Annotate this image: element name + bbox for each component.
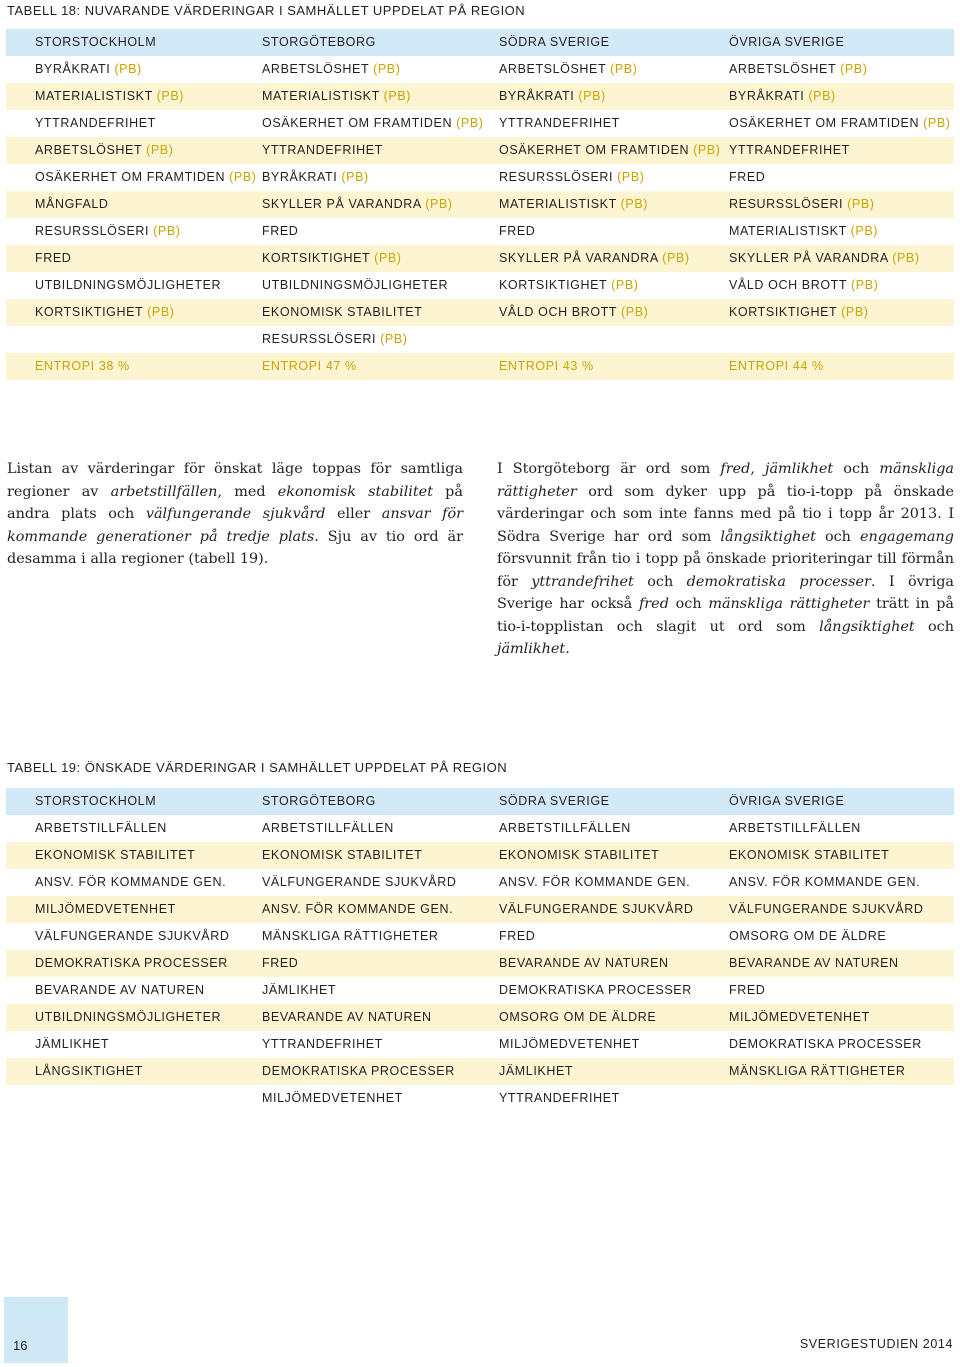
table-row-cell: RESURSSLÖSERI (PB) xyxy=(729,197,875,211)
table-row xyxy=(6,164,954,191)
header-row-cell: STORGÖTEBORG xyxy=(262,35,376,49)
table-row-cell: MILJÖMEDVETENHET xyxy=(262,1091,403,1105)
table-row-cell: MATERIALISTISKT (PB) xyxy=(35,89,185,103)
table-row-cell: VÄLFUNGERANDE SJUKVÅRD xyxy=(729,902,924,916)
table-row-cell: DEMOKRATISKA PROCESSER xyxy=(499,983,692,997)
table-row-cell: BYRÅKRATI (PB) xyxy=(262,170,369,184)
table-row xyxy=(6,272,954,299)
header-row-cell: SÖDRA SVERIGE xyxy=(499,794,610,808)
table-row-cell: ARBETSLÖSHET (PB) xyxy=(729,62,868,76)
header-row xyxy=(6,29,954,56)
table-row xyxy=(6,923,954,950)
table-row-cell: EKONOMISK STABILITET xyxy=(35,848,196,862)
table-row-cell: ANSV. FÖR KOMMANDE GEN. xyxy=(262,902,454,916)
table-row-cell: RESURSSLÖSERI (PB) xyxy=(35,224,181,238)
table-row-cell: UTBILDNINGSMÖJLIGHETER xyxy=(35,1010,222,1024)
table-row-cell: DEMOKRATISKA PROCESSER xyxy=(729,1037,922,1051)
table-row-cell: ARBETSTILLFÄLLEN xyxy=(499,821,631,835)
table-row-cell: ARBETSLÖSHET (PB) xyxy=(35,143,174,157)
table-row-cell: KORTSIKTIGHET (PB) xyxy=(262,251,402,265)
table-row-cell: SKYLLER PÅ VARANDRA (PB) xyxy=(499,251,690,265)
table-row-cell: OSÄKERHET OM FRAMTIDEN (PB) xyxy=(35,170,257,184)
table18-caption: TABELL 18: NUVARANDE VÄRDERINGAR I SAMHÄLLET UPPDELAT PÅ REGION xyxy=(7,3,526,18)
table-row-cell: EKONOMISK STABILITET xyxy=(729,848,890,862)
header-row xyxy=(6,788,954,815)
table-row xyxy=(6,950,954,977)
entropy-row-cell: ENTROPI 44 % xyxy=(729,359,824,373)
table-row-cell: YTTRANDEFRIHET xyxy=(35,116,156,130)
entropy-row-cell: ENTROPI 43 % xyxy=(499,359,594,373)
table-row xyxy=(6,842,954,869)
table-row xyxy=(6,83,954,110)
table-row-cell: SKYLLER PÅ VARANDRA (PB) xyxy=(729,251,920,265)
table-row-cell: YTTRANDEFRIHET xyxy=(262,143,383,157)
table-row-cell: MÅNGFALD xyxy=(35,197,109,211)
table-row-cell: UTBILDNINGSMÖJLIGHETER xyxy=(262,278,449,292)
page-tab xyxy=(4,1297,68,1363)
table-row-cell: RESURSSLÖSERI (PB) xyxy=(499,170,645,184)
table-row-cell: BEVARANDE AV NATUREN xyxy=(499,956,669,970)
table-row-cell: ARBETSTILLFÄLLEN xyxy=(729,821,861,835)
table-row-cell: ANSV. FÖR KOMMANDE GEN. xyxy=(499,875,691,889)
publication-footer: SVERIGESTUDIEN 2014 xyxy=(799,1337,953,1351)
paragraph-right: I Storgöteborg är ord som fred, jämlikhet och mänskliga rättigheter ord som dyker upp på tio-i-topp på önskade värderingar och som inte fanns med på tio i topp år 2013. I Södra Sverige har ord som långsiktighet och engagemang försvunnit från tio i topp på önskade prioriteringar till förmån för yttrandefrihet och demokratiska processer. I övriga Sverige har också fred och mänskliga rättigheter trätt in på tio-i-topplistan och slagit ut ord som långsiktighet och jämlikhet. xyxy=(497,461,955,657)
table19-caption: TABELL 19: ÖNSKADE VÄRDERINGAR I SAMHÄLLET UPPDELAT PÅ REGION xyxy=(7,760,508,775)
table-row-cell: FRED xyxy=(262,224,299,238)
table-row-cell: EKONOMISK STABILITET xyxy=(262,848,423,862)
table-row-cell: YTTRANDEFRIHET xyxy=(729,143,850,157)
table18 xyxy=(6,29,954,380)
table-row-cell: RESURSSLÖSERI (PB) xyxy=(262,332,408,346)
table-row-cell: SKYLLER PÅ VARANDRA (PB) xyxy=(262,197,453,211)
table-row-cell: MÄNSKLIGA RÄTTIGHETER xyxy=(262,929,439,943)
table-row-cell: OSÄKERHET OM FRAMTIDEN (PB) xyxy=(729,116,951,130)
table-row-cell: VÄLFUNGERANDE SJUKVÅRD xyxy=(262,875,457,889)
table-row-cell: OMSORG OM DE ÄLDRE xyxy=(729,929,887,943)
table-row-cell: BYRÅKRATI (PB) xyxy=(35,62,142,76)
table-row-cell: FRED xyxy=(729,983,766,997)
table-row-cell: DEMOKRATISKA PROCESSER xyxy=(262,1064,455,1078)
table-row-cell: DEMOKRATISKA PROCESSER xyxy=(35,956,228,970)
table-row-cell: KORTSIKTIGHET (PB) xyxy=(35,305,175,319)
table-row-cell: MATERIALISTISKT (PB) xyxy=(262,89,412,103)
table-row-cell: LÅNGSIKTIGHET xyxy=(35,1064,143,1078)
table-row-cell: FRED xyxy=(35,251,72,265)
table-row-cell: YTTRANDEFRIHET xyxy=(262,1037,383,1051)
table-row-cell: VÄLFUNGERANDE SJUKVÅRD xyxy=(499,902,694,916)
table-row-cell: MÄNSKLIGA RÄTTIGHETER xyxy=(729,1064,906,1078)
entropy-row-cell: ENTROPI 47 % xyxy=(262,359,357,373)
table-row-cell: ANSV. FÖR KOMMANDE GEN. xyxy=(729,875,921,889)
table-row-cell: FRED xyxy=(499,224,536,238)
table-row-cell: BYRÅKRATI (PB) xyxy=(499,89,606,103)
table-row xyxy=(6,110,954,137)
table-row xyxy=(6,137,954,164)
table-row xyxy=(6,815,954,842)
table-row-cell: OMSORG OM DE ÄLDRE xyxy=(499,1010,657,1024)
table-row-cell: MATERIALISTISKT (PB) xyxy=(729,224,879,238)
header-row-cell: STORSTOCKHOLM xyxy=(35,794,157,808)
table-row-cell: ARBETSTILLFÄLLEN xyxy=(35,821,167,835)
header-row-cell: ÖVRIGA SVERIGE xyxy=(729,35,845,49)
table-row-cell: MILJÖMEDVETENHET xyxy=(499,1037,640,1051)
table-row-cell: MILJÖMEDVETENHET xyxy=(729,1010,870,1024)
table-row xyxy=(6,896,954,923)
table-row-cell: YTTRANDEFRIHET xyxy=(499,1091,620,1105)
header-row-cell: ÖVRIGA SVERIGE xyxy=(729,794,845,808)
table-row xyxy=(6,977,954,1004)
header-row-cell: STORGÖTEBORG xyxy=(262,794,376,808)
table-row xyxy=(6,1058,954,1085)
table-row xyxy=(6,245,954,272)
table-row xyxy=(6,299,954,326)
header-row-cell: SÖDRA SVERIGE xyxy=(499,35,610,49)
table-row-cell: BEVARANDE AV NATUREN xyxy=(729,956,899,970)
table-row-cell: ANSV. FÖR KOMMANDE GEN. xyxy=(35,875,227,889)
table-row-cell: FRED xyxy=(262,956,299,970)
table-row-cell: VÅLD OCH BROTT (PB) xyxy=(729,278,879,292)
table-row-cell: UTBILDNINGSMÖJLIGHETER xyxy=(35,278,222,292)
table-row xyxy=(6,56,954,83)
table-row xyxy=(6,1004,954,1031)
table-row xyxy=(6,1085,954,1112)
table-row-cell: EKONOMISK STABILITET xyxy=(499,848,660,862)
table-row-cell: OSÄKERHET OM FRAMTIDEN (PB) xyxy=(262,116,484,130)
table-row-cell: JÄMLIKHET xyxy=(35,1037,110,1051)
table-row-cell: BEVARANDE AV NATUREN xyxy=(35,983,205,997)
page-number: 16 xyxy=(13,1338,28,1353)
table-row xyxy=(6,1031,954,1058)
table-row-cell: ARBETSTILLFÄLLEN xyxy=(262,821,394,835)
table-row-cell: VÅLD OCH BROTT (PB) xyxy=(499,305,649,319)
table19 xyxy=(6,788,954,1112)
paragraph-left: Listan av värderingar för önskat läge toppas för samtliga regioner av arbetstillfällen, med ekonomisk stabilitet på andra plats och välfungerande sjukvård eller ansvar för kommande generationer på tredje plats. Sju av tio ord är desamma i alla regioner (tabell 19). xyxy=(7,461,464,567)
table-row-cell: MILJÖMEDVETENHET xyxy=(35,902,176,916)
table-row-cell: JÄMLIKHET xyxy=(262,983,337,997)
table-row-cell: KORTSIKTIGHET (PB) xyxy=(499,278,639,292)
table-row-cell: VÄLFUNGERANDE SJUKVÅRD xyxy=(35,929,230,943)
table-row-cell: OSÄKERHET OM FRAMTIDEN (PB) xyxy=(499,143,721,157)
table-row-cell: EKONOMISK STABILITET xyxy=(262,305,423,319)
table-row-cell: KORTSIKTIGHET (PB) xyxy=(729,305,869,319)
header-row-cell: STORSTOCKHOLM xyxy=(35,35,157,49)
table-row-cell: BEVARANDE AV NATUREN xyxy=(262,1010,432,1024)
table-row-cell: FRED xyxy=(729,170,766,184)
entropy-row-cell: ENTROPI 38 % xyxy=(35,359,130,373)
table-row xyxy=(6,869,954,896)
table-row-cell: BYRÅKRATI (PB) xyxy=(729,89,836,103)
entropy-row xyxy=(6,353,954,380)
table-row-cell: MATERIALISTISKT (PB) xyxy=(499,197,649,211)
table-row-cell: YTTRANDEFRIHET xyxy=(499,116,620,130)
table-row-cell: ARBETSLÖSHET (PB) xyxy=(262,62,401,76)
table-row xyxy=(6,326,954,353)
table-row-cell: ARBETSLÖSHET (PB) xyxy=(499,62,638,76)
table-row xyxy=(6,218,954,245)
table-row xyxy=(6,191,954,218)
table-row-cell: JÄMLIKHET xyxy=(499,1064,574,1078)
table-row-cell: FRED xyxy=(499,929,536,943)
